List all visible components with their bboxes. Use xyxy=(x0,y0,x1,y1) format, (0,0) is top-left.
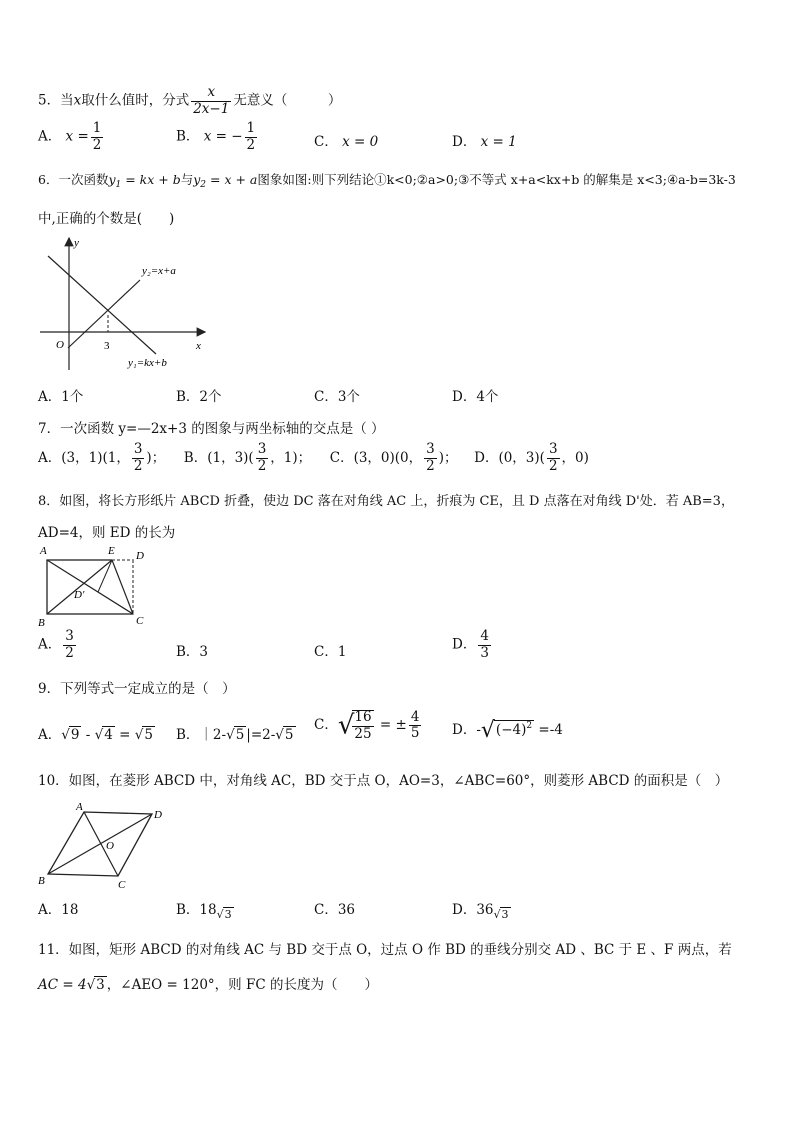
q11-root: √3 xyxy=(86,977,105,993)
q5-option-c-text: x = 0 xyxy=(342,134,379,150)
q10-option-c: C．36 xyxy=(314,902,356,918)
q6-y1-var: y xyxy=(108,172,116,187)
q8-diagonal-ac xyxy=(47,560,133,614)
q7-option-b-post: ，1)； xyxy=(270,449,312,466)
q9-option-d-inner: (−4) xyxy=(495,722,527,738)
q8-figure xyxy=(38,542,158,630)
q6-y2-label: y₂=x+a xyxy=(142,265,176,277)
q6-x-label: x xyxy=(196,340,201,352)
q5-stem xyxy=(38,86,341,116)
q9-option-c: C．√ $\frac{16}{25}$ = ± $\frac{4}{5}$ xyxy=(314,708,420,742)
q9-option-a xyxy=(38,723,155,743)
q10-option-a: A．18 xyxy=(38,902,79,918)
q8-option-a xyxy=(38,630,78,660)
q9-option-b xyxy=(176,723,296,743)
q5-option-d-text: x = 1 xyxy=(480,134,517,150)
q10-option-d xyxy=(452,898,511,921)
q9-option-a-label: A． xyxy=(38,727,62,743)
q7-option-b-num: 3 xyxy=(257,441,267,457)
q8-option-a-frac xyxy=(63,630,76,660)
q5-option-c-label: C． xyxy=(314,134,338,150)
q6-y2-var: y xyxy=(193,172,201,187)
q6-y-label: y xyxy=(74,237,79,249)
q9-option-a-op: - xyxy=(81,727,95,743)
q5-option-a-den: 2 xyxy=(92,136,102,153)
q9-option-c-eq: = ± xyxy=(375,717,407,733)
q8-line1: 8．如图，将长方形纸片 ABCD 折叠，使边 DC 落在对角线 AC 上，折痕为 CE，且 D 点落在对角线 D'处．若 AB=3， xyxy=(38,494,734,509)
q6-origin-label: O xyxy=(56,339,64,351)
q5-var: x xyxy=(73,92,82,109)
q10-label-d: D xyxy=(154,809,162,821)
q8-fold-ce xyxy=(112,560,133,614)
q6-line-y1 xyxy=(48,256,156,354)
q9-option-d-radicand xyxy=(494,720,534,738)
q9-option-a-r2: 4 xyxy=(104,727,113,743)
q7-option-c-frac xyxy=(424,443,437,473)
q5-fraction xyxy=(191,86,231,116)
q5-option-d-label: D． xyxy=(452,134,477,150)
q6-y1-label: y₁=kx+b xyxy=(128,357,167,369)
q7-option-c xyxy=(329,441,458,474)
q6-tick-label: 3 xyxy=(104,340,110,352)
q5-option-c xyxy=(314,130,378,150)
q8-line2: AD=4，则 ED 的长为 xyxy=(38,525,176,541)
q8-segment-ed-prime xyxy=(98,560,112,592)
q7-option-b-den: 2 xyxy=(257,457,267,474)
q10-option-d-label: D．36 xyxy=(452,902,494,918)
q8-option-c: C．1 xyxy=(314,644,347,660)
q5-option-a-label: A． xyxy=(38,128,62,145)
q7-option-a-frac xyxy=(132,443,145,473)
q9-option-d-pre: - xyxy=(476,722,481,738)
q8-option-a-den: 2 xyxy=(65,644,74,661)
q6-line2: 中,正确的个数是( ) xyxy=(38,211,175,227)
q6-y1-rhs: = kx + b xyxy=(121,172,181,187)
q9-option-b-root1: √5 xyxy=(226,727,245,743)
q6-line1-post: 图象如图:则下列结论①k<0;②a>0;③不等式 x+a<kx+b 的解集是 x<3;④a-b=3k-3 xyxy=(257,172,736,187)
q5-stem-mid: 取什么值时，分式 xyxy=(81,92,190,109)
q9-option-b-root2: √5 xyxy=(275,727,294,743)
q8-label-a: A xyxy=(40,545,47,557)
q10-option-b-radicand: 3 xyxy=(224,908,232,921)
q8-label-dp: D' xyxy=(74,589,85,601)
q5-option-a-num: 1 xyxy=(92,120,102,136)
q9-option-c-num: 16 xyxy=(354,709,372,725)
q7-option-c-num: 3 xyxy=(426,441,435,457)
q11-line1: 11．如图，矩形 ABCD 的对角线 AC 与 BD 交于点 O，过点 O 作 BD 的垂线分别交 AD 、BC 于 E 、F 两点，若 xyxy=(38,942,732,958)
q7-option-d-pre: D．(0，3)( xyxy=(474,449,545,466)
q8-label-c: C xyxy=(136,615,144,627)
q7-option-d-post: ，0) xyxy=(561,449,589,466)
q6-option-d: D．4个 xyxy=(452,389,499,405)
q5-option-b-label: B． xyxy=(176,128,200,145)
q9-option-c-den: 25 xyxy=(354,725,372,742)
q6-y2 xyxy=(193,172,258,190)
q8-option-a-label: A． xyxy=(38,636,62,653)
q6-line-y2 xyxy=(68,280,140,348)
q6-line1-pre: 6．一次函数 xyxy=(38,172,109,187)
q7-option-d-den: 2 xyxy=(548,457,558,474)
q8-option-d-label: D． xyxy=(452,636,477,653)
q9-option-a-root3: √5 xyxy=(134,727,153,743)
q7-option-c-den: 2 xyxy=(426,457,435,474)
q9-option-d: D．$-√(-4)^2 =-4$ xyxy=(452,718,563,743)
q9-option-b-text1: ｜2- xyxy=(199,727,227,743)
q8-option-d-den: 3 xyxy=(480,644,489,661)
q6-option-c: C．3个 xyxy=(314,389,360,405)
q5-option-b-frac xyxy=(245,122,258,152)
q10-stem: 10．如图，在菱形 ABCD 中，对角线 AC，BD 交于点 O，AO=3，∠ABC=60°，则菱形 ABCD 的面积是（ ） xyxy=(38,773,729,789)
q5-option-d xyxy=(452,130,517,150)
q8-option-a-num: 3 xyxy=(65,628,74,644)
q7-option-b-pre: B．(1，3)( xyxy=(183,449,254,466)
q8-option-d-frac xyxy=(478,630,491,660)
q8-label-e: E xyxy=(108,545,115,557)
q9-option-b-r2: 5 xyxy=(284,727,294,743)
q7-option-b-frac xyxy=(256,443,269,473)
q7-option-c-pre: C．(3，0)(0， xyxy=(329,449,423,466)
q9-option-c-frac xyxy=(352,710,373,741)
q5-option-a-frac xyxy=(91,122,104,152)
q9-option-c-frac2 xyxy=(409,708,422,741)
q5-frac-num: x xyxy=(207,84,216,100)
q8-option-d xyxy=(452,630,493,660)
q5-frac-den: 2x−1 xyxy=(193,100,230,117)
q7-options xyxy=(38,443,589,473)
q11-radicand: 3 xyxy=(96,977,105,993)
q5-option-a xyxy=(38,122,105,152)
q7-stem: 7．一次函数 y=—2x+3 的图象与两坐标轴的交点是（ ） xyxy=(38,421,385,437)
q10-option-d-radicand: 3 xyxy=(501,908,509,921)
q9-option-a-r3: 5 xyxy=(144,727,153,743)
q9-option-a-root1: √9 xyxy=(61,727,80,743)
q11-ac-eq: AC = 4 xyxy=(38,977,87,993)
q7-option-c-post: )； xyxy=(438,449,458,466)
q5-stem-pre: 5．当 xyxy=(38,92,74,109)
q8-option-d-num: 4 xyxy=(480,628,489,644)
q10-option-d-root: √3 xyxy=(493,908,509,921)
q10-option-b-root: √3 xyxy=(216,908,232,921)
q11-line2 xyxy=(38,973,378,993)
q6-with: 与 xyxy=(180,172,194,187)
q8-option-b: B．3 xyxy=(176,644,209,660)
q10-option-b xyxy=(176,898,234,921)
q9-option-d-exp: 2 xyxy=(526,721,533,731)
q5-option-b xyxy=(176,122,259,152)
q7-option-d-frac xyxy=(547,443,560,473)
q6-y1 xyxy=(108,172,181,190)
q9-option-b-label: B． xyxy=(176,727,200,743)
q7-option-a-pre: A．(3，1)(1， xyxy=(38,449,130,466)
q5-stem-post: 无意义（ ） xyxy=(233,92,342,109)
q7-option-d-num: 3 xyxy=(548,441,558,457)
q6-y1-sub: 1 xyxy=(115,180,122,190)
q10-label-c: C xyxy=(118,879,126,891)
q7-option-a-den: 2 xyxy=(133,457,143,474)
q10-figure xyxy=(38,800,174,892)
q6-option-a: A．1个 xyxy=(38,389,84,405)
q5-option-a-lhs: x = xyxy=(65,128,89,145)
q5-option-b-den: 2 xyxy=(246,136,256,153)
q6-graph xyxy=(38,232,218,374)
q7-option-a xyxy=(38,441,166,474)
q5-option-b-num: 1 xyxy=(246,120,256,136)
q6-option-b: B．2个 xyxy=(176,389,222,405)
q8-label-b: B xyxy=(38,617,45,629)
q7-option-a-post: )； xyxy=(146,449,166,466)
q9-option-d-label: D． xyxy=(452,722,477,738)
q9-option-c-label: C． xyxy=(314,717,338,733)
q9-option-a-r1: 9 xyxy=(70,727,80,743)
q10-diagonal-bd xyxy=(48,814,152,874)
q9-option-a-eq: = xyxy=(114,727,135,743)
q7-option-b xyxy=(183,441,312,474)
q11-line2-post: ，∠AEO = 120°，则 FC 的长度为（ ） xyxy=(106,977,378,993)
q10-label-o: O xyxy=(106,840,114,852)
q9-option-c-den2: 5 xyxy=(410,725,420,741)
q5-option-b-lhs: x = − xyxy=(203,128,243,145)
q7-option-d xyxy=(474,441,589,474)
q9-option-a-root2: √4 xyxy=(94,727,113,743)
q9-option-c-num2: 4 xyxy=(410,708,420,725)
q8-label-d: D xyxy=(136,550,144,562)
q9-option-b-text2: |=2- xyxy=(246,727,276,743)
q9-option-d-post: =-4 xyxy=(534,722,563,738)
q10-option-b-label: B．18 xyxy=(176,902,217,918)
q6-y2-rhs: = x + a xyxy=(206,172,258,187)
q6-line1 xyxy=(38,170,736,190)
q10-label-b: B xyxy=(38,875,45,887)
q10-label-a: A xyxy=(76,801,83,813)
q7-option-a-num: 3 xyxy=(133,441,143,457)
q8-segment-bd xyxy=(47,560,112,614)
q9-option-b-r1: 5 xyxy=(235,727,245,743)
q6-y2-sub: 2 xyxy=(200,180,207,190)
q9-stem: 9．下列等式一定成立的是（ ） xyxy=(38,681,236,697)
